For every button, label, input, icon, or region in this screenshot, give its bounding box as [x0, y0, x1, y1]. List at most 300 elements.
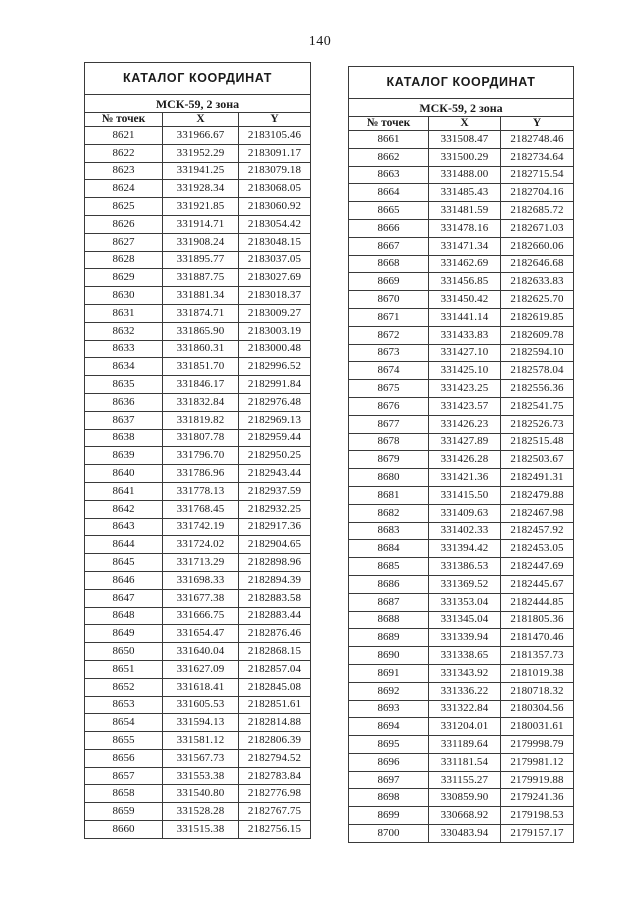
catalog-rows [349, 131, 574, 843]
point-number-cell: 8682 [349, 504, 429, 522]
point-number-cell: 8622 [85, 144, 163, 162]
point-number-cell: 8644 [85, 536, 163, 554]
point-number-cell: 8669 [349, 273, 429, 291]
x-coordinate-cell: 331462.69 [429, 255, 501, 273]
table-row [85, 518, 311, 536]
table-row [349, 451, 574, 469]
y-coordinate-cell: 2183009.27 [239, 304, 311, 322]
point-number-cell: 8639 [85, 447, 163, 465]
point-number-cell: 8623 [85, 162, 163, 180]
point-number-cell: 8624 [85, 180, 163, 198]
point-number-cell: 8645 [85, 554, 163, 572]
point-number-cell: 8700 [349, 825, 429, 843]
point-number-cell: 8625 [85, 198, 163, 216]
x-coordinate-cell: 331488.00 [429, 166, 501, 184]
table-row [85, 482, 311, 500]
point-number-cell: 8636 [85, 393, 163, 411]
x-coordinate-cell: 331181.54 [429, 753, 501, 771]
x-coordinate-cell: 331874.71 [163, 304, 239, 322]
table-row [349, 700, 574, 718]
y-coordinate-cell: 2182609.78 [501, 326, 574, 344]
table-row [85, 589, 311, 607]
table-row [349, 575, 574, 593]
point-number-cell: 8651 [85, 660, 163, 678]
table-row [349, 611, 574, 629]
table-row [349, 593, 574, 611]
y-coordinate-cell: 2183091.17 [239, 144, 311, 162]
table-row [85, 536, 311, 554]
point-number-cell: 8650 [85, 643, 163, 661]
point-number-cell: 8626 [85, 215, 163, 233]
x-coordinate-cell: 331450.42 [429, 291, 501, 309]
table-row [349, 807, 574, 825]
x-coordinate-cell: 331433.83 [429, 326, 501, 344]
x-coordinate-cell: 331338.65 [429, 647, 501, 665]
y-coordinate-cell: 2182845.08 [239, 678, 311, 696]
point-number-cell: 8621 [85, 127, 163, 145]
y-coordinate-cell: 2183027.69 [239, 269, 311, 287]
y-coordinate-cell: 2182453.05 [501, 540, 574, 558]
y-coordinate-cell: 2183060.92 [239, 198, 311, 216]
x-coordinate-cell: 331426.28 [429, 451, 501, 469]
x-coordinate-cell: 331402.33 [429, 522, 501, 540]
point-number-cell: 8678 [349, 433, 429, 451]
x-coordinate-cell: 331500.29 [429, 148, 501, 166]
y-coordinate-cell: 2181357.73 [501, 647, 574, 665]
x-coordinate-cell: 331860.31 [163, 340, 239, 358]
point-number-cell: 8696 [349, 753, 429, 771]
y-coordinate-cell: 2182467.98 [501, 504, 574, 522]
table-row [85, 269, 311, 287]
table-row [349, 664, 574, 682]
y-coordinate-cell: 2182969.13 [239, 411, 311, 429]
y-coordinate-cell: 2182876.46 [239, 625, 311, 643]
point-number-cell: 8629 [85, 269, 163, 287]
table-row [349, 504, 574, 522]
table-row [85, 322, 311, 340]
y-coordinate-cell: 2182541.75 [501, 397, 574, 415]
point-number-cell: 8654 [85, 714, 163, 732]
x-coordinate-cell: 331423.57 [429, 397, 501, 415]
point-number-cell: 8694 [349, 718, 429, 736]
x-coordinate-cell: 331415.50 [429, 486, 501, 504]
x-coordinate-cell: 331481.59 [429, 202, 501, 220]
coordinate-catalog-table-left [84, 62, 311, 839]
x-coordinate-cell: 331427.89 [429, 433, 501, 451]
y-coordinate-cell: 2182756.15 [239, 821, 311, 839]
y-coordinate-cell: 2182704.16 [501, 184, 574, 202]
x-coordinate-cell: 331807.78 [163, 429, 239, 447]
x-coordinate-cell: 331698.33 [163, 571, 239, 589]
y-coordinate-cell: 2182578.04 [501, 362, 574, 380]
table-row [85, 465, 311, 483]
y-coordinate-cell: 2182883.58 [239, 589, 311, 607]
x-coordinate-cell: 331343.92 [429, 664, 501, 682]
x-coordinate-cell: 331605.53 [163, 696, 239, 714]
table-row [85, 127, 311, 145]
column-header-point-number: № точек [85, 113, 163, 127]
point-number-cell: 8632 [85, 322, 163, 340]
y-coordinate-cell: 2182594.10 [501, 344, 574, 362]
x-coordinate-cell: 331155.27 [429, 771, 501, 789]
table-row [349, 202, 574, 220]
y-coordinate-cell: 2181805.36 [501, 611, 574, 629]
column-header-x: X [163, 113, 239, 127]
y-coordinate-cell: 2182660.06 [501, 237, 574, 255]
x-coordinate-cell: 331540.80 [163, 785, 239, 803]
y-coordinate-cell: 2183018.37 [239, 287, 311, 305]
table-row [349, 415, 574, 433]
x-coordinate-cell: 331887.75 [163, 269, 239, 287]
point-number-cell: 8686 [349, 575, 429, 593]
point-number-cell: 8685 [349, 558, 429, 576]
table-row [349, 647, 574, 665]
point-number-cell: 8658 [85, 785, 163, 803]
x-coordinate-cell: 331345.04 [429, 611, 501, 629]
y-coordinate-cell: 2182996.52 [239, 358, 311, 376]
column-header-y: Y [501, 117, 574, 131]
point-number-cell: 8697 [349, 771, 429, 789]
catalog-title: КАТАЛОГ КООРДИНАТ [349, 67, 574, 99]
y-coordinate-cell: 2182814.88 [239, 714, 311, 732]
catalog-title: КАТАЛОГ КООРДИНАТ [85, 63, 311, 95]
y-coordinate-cell: 2182526.73 [501, 415, 574, 433]
x-coordinate-cell: 330859.90 [429, 789, 501, 807]
point-number-cell: 8683 [349, 522, 429, 540]
x-coordinate-cell: 331742.19 [163, 518, 239, 536]
x-coordinate-cell: 331654.47 [163, 625, 239, 643]
y-coordinate-cell: 2182898.96 [239, 554, 311, 572]
x-coordinate-cell: 331425.10 [429, 362, 501, 380]
y-coordinate-cell: 2182950.25 [239, 447, 311, 465]
y-coordinate-cell: 2182868.15 [239, 643, 311, 661]
table-row [85, 287, 311, 305]
point-number-cell: 8634 [85, 358, 163, 376]
point-number-cell: 8664 [349, 184, 429, 202]
y-coordinate-cell: 2182959.44 [239, 429, 311, 447]
coordinate-catalog-table-right [348, 66, 574, 843]
x-coordinate-cell: 331724.02 [163, 536, 239, 554]
x-coordinate-cell: 331581.12 [163, 732, 239, 750]
point-number-cell: 8690 [349, 647, 429, 665]
x-coordinate-cell: 331353.04 [429, 593, 501, 611]
x-coordinate-cell: 331528.28 [163, 803, 239, 821]
y-coordinate-cell: 2179157.17 [501, 825, 574, 843]
page-number: 140 [308, 34, 332, 49]
table-row [349, 237, 574, 255]
x-coordinate-cell: 331553.38 [163, 767, 239, 785]
table-row [85, 714, 311, 732]
x-coordinate-cell: 331627.09 [163, 660, 239, 678]
y-coordinate-cell: 2182633.83 [501, 273, 574, 291]
x-coordinate-cell: 331508.47 [429, 131, 501, 149]
x-coordinate-cell: 331778.13 [163, 482, 239, 500]
point-number-cell: 8663 [349, 166, 429, 184]
y-coordinate-cell: 2182937.59 [239, 482, 311, 500]
y-coordinate-cell: 2182776.98 [239, 785, 311, 803]
table-row [349, 397, 574, 415]
y-coordinate-cell: 2182991.84 [239, 376, 311, 394]
table-row [85, 571, 311, 589]
point-number-cell: 8659 [85, 803, 163, 821]
point-number-cell: 8646 [85, 571, 163, 589]
table-row [349, 469, 574, 487]
column-header-point-number: № точек [349, 117, 429, 131]
y-coordinate-cell: 2182794.52 [239, 749, 311, 767]
y-coordinate-cell: 2182904.65 [239, 536, 311, 554]
point-number-cell: 8631 [85, 304, 163, 322]
point-number-cell: 8681 [349, 486, 429, 504]
point-number-cell: 8637 [85, 411, 163, 429]
point-number-cell: 8641 [85, 482, 163, 500]
table-row [85, 198, 311, 216]
x-coordinate-cell: 331819.82 [163, 411, 239, 429]
table-row [85, 500, 311, 518]
table-row [85, 162, 311, 180]
table-row [349, 753, 574, 771]
x-coordinate-cell: 331426.23 [429, 415, 501, 433]
table-row [85, 429, 311, 447]
point-number-cell: 8695 [349, 736, 429, 754]
point-number-cell: 8656 [85, 749, 163, 767]
x-coordinate-cell: 330668.92 [429, 807, 501, 825]
column-header-y: Y [239, 113, 311, 127]
y-coordinate-cell: 2181019.38 [501, 664, 574, 682]
table-row [85, 358, 311, 376]
table-row [85, 376, 311, 394]
x-coordinate-cell: 331865.90 [163, 322, 239, 340]
y-coordinate-cell: 2182783.84 [239, 767, 311, 785]
table-row [349, 255, 574, 273]
y-coordinate-cell: 2182851.61 [239, 696, 311, 714]
point-number-cell: 8638 [85, 429, 163, 447]
column-header-x: X [429, 117, 501, 131]
x-coordinate-cell: 331204.01 [429, 718, 501, 736]
point-number-cell: 8657 [85, 767, 163, 785]
y-coordinate-cell: 2183037.05 [239, 251, 311, 269]
table-row [349, 380, 574, 398]
table-row [349, 131, 574, 149]
table-row [85, 660, 311, 678]
x-coordinate-cell: 330483.94 [429, 825, 501, 843]
x-coordinate-cell: 331339.94 [429, 629, 501, 647]
table-row [349, 326, 574, 344]
x-coordinate-cell: 331386.53 [429, 558, 501, 576]
point-number-cell: 8665 [349, 202, 429, 220]
table-row [85, 732, 311, 750]
table-row [85, 411, 311, 429]
point-number-cell: 8653 [85, 696, 163, 714]
table-row [85, 749, 311, 767]
point-number-cell: 8647 [85, 589, 163, 607]
x-coordinate-cell: 331928.34 [163, 180, 239, 198]
point-number-cell: 8680 [349, 469, 429, 487]
table-row [85, 767, 311, 785]
x-coordinate-cell: 331409.63 [429, 504, 501, 522]
point-number-cell: 8671 [349, 308, 429, 326]
point-number-cell: 8677 [349, 415, 429, 433]
x-coordinate-cell: 331713.29 [163, 554, 239, 572]
x-coordinate-cell: 331914.71 [163, 215, 239, 233]
point-number-cell: 8679 [349, 451, 429, 469]
table-row [85, 180, 311, 198]
y-coordinate-cell: 2182767.75 [239, 803, 311, 821]
x-coordinate-cell: 331189.64 [429, 736, 501, 754]
table-row [349, 308, 574, 326]
y-coordinate-cell: 2180304.56 [501, 700, 574, 718]
y-coordinate-cell: 2183000.48 [239, 340, 311, 358]
point-number-cell: 8633 [85, 340, 163, 358]
table-row [349, 273, 574, 291]
x-coordinate-cell: 331423.25 [429, 380, 501, 398]
y-coordinate-cell: 2182932.25 [239, 500, 311, 518]
y-coordinate-cell: 2182503.67 [501, 451, 574, 469]
x-coordinate-cell: 331796.70 [163, 447, 239, 465]
point-number-cell: 8652 [85, 678, 163, 696]
table-row [349, 148, 574, 166]
x-coordinate-cell: 331421.36 [429, 469, 501, 487]
x-coordinate-cell: 331908.24 [163, 233, 239, 251]
point-number-cell: 8676 [349, 397, 429, 415]
y-coordinate-cell: 2182917.36 [239, 518, 311, 536]
y-coordinate-cell: 2182625.70 [501, 291, 574, 309]
point-number-cell: 8699 [349, 807, 429, 825]
x-coordinate-cell: 331786.96 [163, 465, 239, 483]
table-row [349, 789, 574, 807]
table-row [349, 486, 574, 504]
table-row [85, 233, 311, 251]
point-number-cell: 8662 [349, 148, 429, 166]
y-coordinate-cell: 2182943.44 [239, 465, 311, 483]
x-coordinate-cell: 331966.67 [163, 127, 239, 145]
y-coordinate-cell: 2179981.12 [501, 753, 574, 771]
x-coordinate-cell: 331618.41 [163, 678, 239, 696]
table-row [85, 251, 311, 269]
table-row [349, 184, 574, 202]
point-number-cell: 8698 [349, 789, 429, 807]
y-coordinate-cell: 2182748.46 [501, 131, 574, 149]
y-coordinate-cell: 2182976.48 [239, 393, 311, 411]
y-coordinate-cell: 2182491.31 [501, 469, 574, 487]
table-row [85, 785, 311, 803]
x-coordinate-cell: 331832.84 [163, 393, 239, 411]
point-number-cell: 8688 [349, 611, 429, 629]
x-coordinate-cell: 331640.04 [163, 643, 239, 661]
x-coordinate-cell: 331851.70 [163, 358, 239, 376]
y-coordinate-cell: 2179198.53 [501, 807, 574, 825]
y-coordinate-cell: 2181470.46 [501, 629, 574, 647]
x-coordinate-cell: 331921.85 [163, 198, 239, 216]
y-coordinate-cell: 2182685.72 [501, 202, 574, 220]
x-coordinate-cell: 331768.45 [163, 500, 239, 518]
point-number-cell: 8689 [349, 629, 429, 647]
table-row [349, 718, 574, 736]
x-coordinate-cell: 331567.73 [163, 749, 239, 767]
table-row [85, 821, 311, 839]
point-number-cell: 8673 [349, 344, 429, 362]
coordinate-system-zone: МСК-59, 2 зона [85, 95, 311, 113]
point-number-cell: 8692 [349, 682, 429, 700]
point-number-cell: 8648 [85, 607, 163, 625]
y-coordinate-cell: 2182715.54 [501, 166, 574, 184]
y-coordinate-cell: 2179998.79 [501, 736, 574, 754]
y-coordinate-cell: 2183003.19 [239, 322, 311, 340]
x-coordinate-cell: 331369.52 [429, 575, 501, 593]
table-row [85, 340, 311, 358]
x-coordinate-cell: 331427.10 [429, 344, 501, 362]
table-row [349, 219, 574, 237]
table-row [349, 522, 574, 540]
table-row [349, 362, 574, 380]
y-coordinate-cell: 2182806.39 [239, 732, 311, 750]
y-coordinate-cell: 2182445.67 [501, 575, 574, 593]
coordinate-system-zone: МСК-59, 2 зона [349, 99, 574, 117]
table-row [85, 625, 311, 643]
y-coordinate-cell: 2183079.18 [239, 162, 311, 180]
table-row [349, 771, 574, 789]
table-row [85, 643, 311, 661]
point-number-cell: 8670 [349, 291, 429, 309]
y-coordinate-cell: 2182894.39 [239, 571, 311, 589]
y-coordinate-cell: 2182734.64 [501, 148, 574, 166]
x-coordinate-cell: 331666.75 [163, 607, 239, 625]
table-row [85, 678, 311, 696]
point-number-cell: 8643 [85, 518, 163, 536]
x-coordinate-cell: 331485.43 [429, 184, 501, 202]
y-coordinate-cell: 2183054.42 [239, 215, 311, 233]
table-row [85, 304, 311, 322]
point-number-cell: 8635 [85, 376, 163, 394]
y-coordinate-cell: 2180031.61 [501, 718, 574, 736]
point-number-cell: 8661 [349, 131, 429, 149]
x-coordinate-cell: 331677.38 [163, 589, 239, 607]
point-number-cell: 8693 [349, 700, 429, 718]
table-row [85, 447, 311, 465]
x-coordinate-cell: 331471.34 [429, 237, 501, 255]
point-number-cell: 8691 [349, 664, 429, 682]
point-number-cell: 8684 [349, 540, 429, 558]
table-row [85, 215, 311, 233]
x-coordinate-cell: 331336.22 [429, 682, 501, 700]
x-coordinate-cell: 331952.29 [163, 144, 239, 162]
point-number-cell: 8667 [349, 237, 429, 255]
x-coordinate-cell: 331478.16 [429, 219, 501, 237]
table-row [85, 393, 311, 411]
y-coordinate-cell: 2182479.88 [501, 486, 574, 504]
y-coordinate-cell: 2182515.48 [501, 433, 574, 451]
table-row [85, 803, 311, 821]
x-coordinate-cell: 331594.13 [163, 714, 239, 732]
x-coordinate-cell: 331515.38 [163, 821, 239, 839]
x-coordinate-cell: 331322.84 [429, 700, 501, 718]
table-row [349, 825, 574, 843]
point-number-cell: 8675 [349, 380, 429, 398]
table-row [85, 696, 311, 714]
y-coordinate-cell: 2179241.36 [501, 789, 574, 807]
table-row [85, 607, 311, 625]
point-number-cell: 8649 [85, 625, 163, 643]
x-coordinate-cell: 331456.85 [429, 273, 501, 291]
point-number-cell: 8668 [349, 255, 429, 273]
point-number-cell: 8642 [85, 500, 163, 518]
y-coordinate-cell: 2182457.92 [501, 522, 574, 540]
y-coordinate-cell: 2182447.69 [501, 558, 574, 576]
x-coordinate-cell: 331441.14 [429, 308, 501, 326]
table-row [349, 433, 574, 451]
y-coordinate-cell: 2183048.15 [239, 233, 311, 251]
x-coordinate-cell: 331895.77 [163, 251, 239, 269]
table-row [349, 344, 574, 362]
